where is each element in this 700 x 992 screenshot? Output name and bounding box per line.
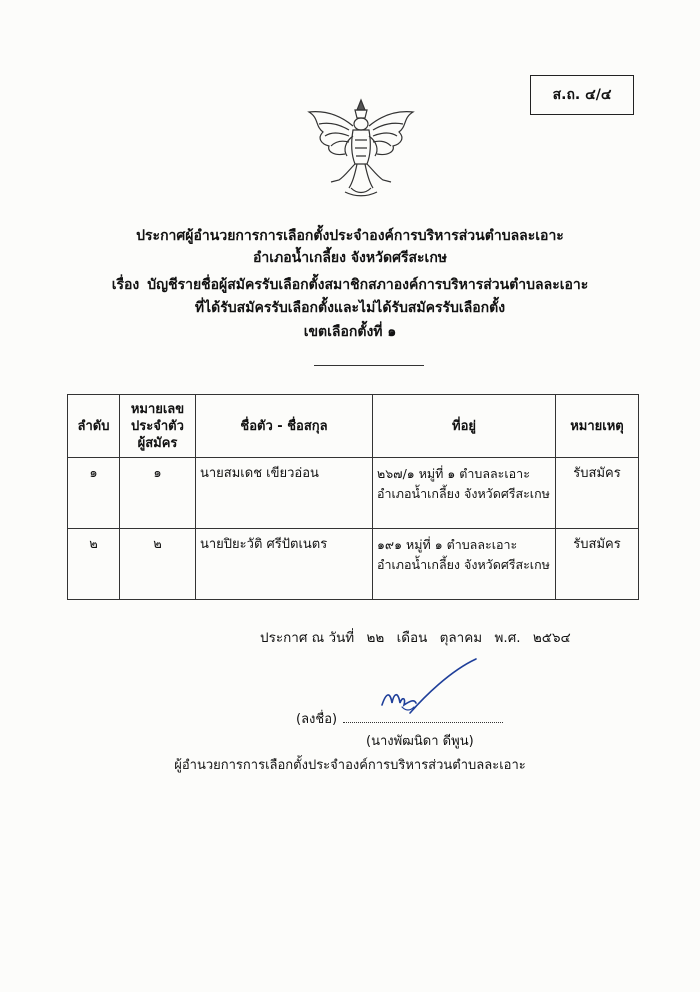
row-candidate-number: ๒ [120, 529, 196, 600]
announcement-date [260, 626, 579, 648]
date-prefix: ประกาศ ณ วันที่ [260, 630, 355, 646]
candidate-table [67, 394, 639, 600]
signer-title: ผู้อำนวยการการเลือกตั้งประจำองค์การบริหารส่วนตำบลละเอาะ [174, 758, 526, 773]
date-year: ๒๕๖๔ [532, 630, 571, 646]
header-address: ที่อยู่ [373, 395, 556, 458]
signer-name: (นางพัฒนิดา ดีพูน) [366, 734, 474, 749]
constituency: เขตเลือกตั้งที่ ๑ [303, 324, 397, 340]
row-address [373, 458, 556, 529]
row-name: นายปิยะวัติ ศรีปัตเนตร [196, 529, 373, 600]
announcement-title: ประกาศผู้อำนวยการการเลือกตั้งประจำองค์การบริหารส่วนตำบลละเอาะ [136, 228, 564, 244]
header-order: ลำดับ [68, 395, 120, 458]
table-row [68, 529, 639, 600]
form-code: ส.ถ. ๔/๔ [552, 87, 612, 103]
header-number-line3: ผู้สมัคร [137, 435, 178, 451]
signature-label: (ลงชื่อ) [296, 712, 338, 727]
subject-continuation: ที่ได้รับสมัครรับเลือกตั้งและไม่ได้รับสมัครรับเลือกตั้ง [194, 300, 506, 316]
date-year-label: พ.ศ. [494, 630, 521, 646]
row-candidate-number: ๑ [120, 458, 196, 529]
header-candidate-number [120, 395, 196, 458]
date-day: ๒๒ [366, 630, 385, 646]
announcement-district: อำเภอน้ำเกลี้ยง จังหวัดศรีสะเกษ [252, 250, 448, 266]
form-code-box [530, 75, 634, 115]
handwritten-signature [380, 657, 480, 721]
subject-text: บัญชีรายชื่อผู้สมัครรับเลือกตั้งสมาชิกสภาองค์การบริหารส่วนตำบลละเอาะ [147, 277, 589, 293]
header-name: ชื่อตัว - ชื่อสกุล [196, 395, 373, 458]
row-order: ๒ [68, 529, 120, 600]
date-month: ตุลาคม [439, 630, 483, 646]
row-note: รับสมัคร [556, 529, 639, 600]
date-month-label: เดือน [396, 630, 428, 646]
header-note: หมายเหตุ [556, 395, 639, 458]
row-address-line1: ๑๙๑ หมู่ที่ ๑ ตำบลละเอาะ [377, 537, 518, 552]
row-order: ๑ [68, 458, 120, 529]
row-address [373, 529, 556, 600]
row-address-line2: อำเภอน้ำเกลี้ยง จังหวัดศรีสะเกษ [377, 486, 550, 501]
row-address-line1: ๒๖๗/๑ หมู่ที่ ๑ ตำบลละเอาะ [377, 466, 530, 481]
row-address-line2: อำเภอน้ำเกลี้ยง จังหวัดศรีสะเกษ [377, 557, 550, 572]
subject-prefix: เรื่อง [111, 277, 140, 293]
garuda-emblem-icon [305, 96, 417, 198]
table-header-row [68, 395, 639, 458]
row-name: นายสมเดช เขียวอ่อน [196, 458, 373, 529]
header-number-line2: ประจำตัว [131, 418, 184, 434]
table-row [68, 458, 639, 529]
announcement-subject [0, 275, 700, 296]
header-number-line1: หมายเลข [130, 401, 185, 417]
heading-separator [314, 365, 424, 366]
row-note: รับสมัคร [556, 458, 639, 529]
